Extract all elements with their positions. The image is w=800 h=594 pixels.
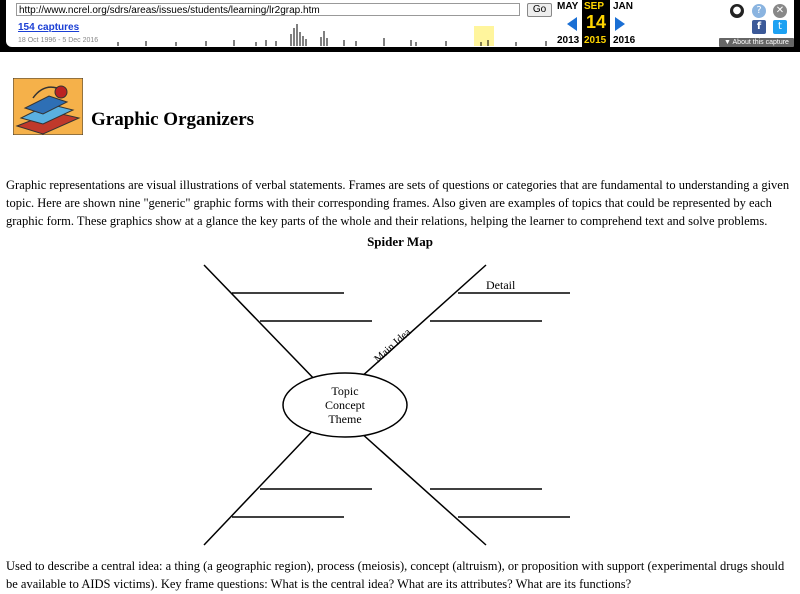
captures-link[interactable]: 154 captures <box>18 22 80 33</box>
center-label: Theme <box>328 412 362 426</box>
next-year-label[interactable]: 2016 <box>613 35 636 46</box>
description-paragraph: Used to describe a central idea: a thing (a geographic region), process (meiosis), concept (altruism), or proposition with support (experimental drugs should be available to AIDS victims). Key frame questions: What is the central idea? What are its attributes? What are its functions? <box>6 559 785 591</box>
center-label: Topic <box>331 384 359 398</box>
leg-lower-right <box>350 423 486 545</box>
highlight-year <box>474 26 494 46</box>
page-title: Graphic Organizers <box>91 109 255 130</box>
help-icon[interactable]: ? <box>752 4 766 18</box>
leg-lower-left <box>204 423 320 545</box>
wayback-toolbar <box>0 0 800 52</box>
leg-upper-left <box>204 265 320 385</box>
prev-year-label[interactable]: 2013 <box>557 35 580 46</box>
account-icon[interactable]: ● <box>730 4 744 18</box>
capture-sparkline[interactable] <box>116 20 552 46</box>
capture-date-range: 18 Oct 1996 - 5 Dec 2016 <box>18 37 99 44</box>
url-input[interactable]: http://www.ncrel.org/sdrs/areas/issues/students/learning/lr2grap.htm <box>16 3 520 16</box>
next-capture-arrow-icon[interactable] <box>615 17 625 31</box>
spider-map-diagram <box>190 255 600 555</box>
about-capture-button[interactable]: ▼ About this capture <box>719 38 794 47</box>
prev-capture-arrow-icon[interactable] <box>567 17 577 31</box>
main-idea-label: Main Idea <box>371 326 414 366</box>
current-month-label: SEP <box>584 1 605 12</box>
prev-month-label[interactable]: MAY <box>557 1 579 12</box>
go-button[interactable]: Go <box>527 3 552 17</box>
center-label: Concept <box>325 398 365 412</box>
current-year-label: 2015 <box>584 35 607 46</box>
spider-map-title: Spider Map <box>367 234 433 249</box>
leg-upper-right <box>350 265 486 387</box>
close-icon[interactable]: ✕ <box>773 4 787 18</box>
twitter-icon[interactable]: t <box>773 20 787 34</box>
page-logo-image <box>13 78 83 135</box>
next-month-label[interactable]: JAN <box>613 1 634 12</box>
wayback-panel <box>6 0 794 47</box>
facebook-icon[interactable]: f <box>752 20 766 34</box>
intro-paragraph: Graphic representations are visual illustrations of verbal statements. Frames are sets of questions or categories that are fundamental to understanding a given topic. Here are shown nine "generic" graphic forms with their corresponding frames. Also given are examples of topics that could be represented by each graphic form. These graphics show at a glance the key parts of the whole and their relations, helping the learner to comprehend text and solve problems. <box>6 178 790 228</box>
current-day: 14 <box>585 12 607 32</box>
detail-label: Detail <box>486 278 516 292</box>
